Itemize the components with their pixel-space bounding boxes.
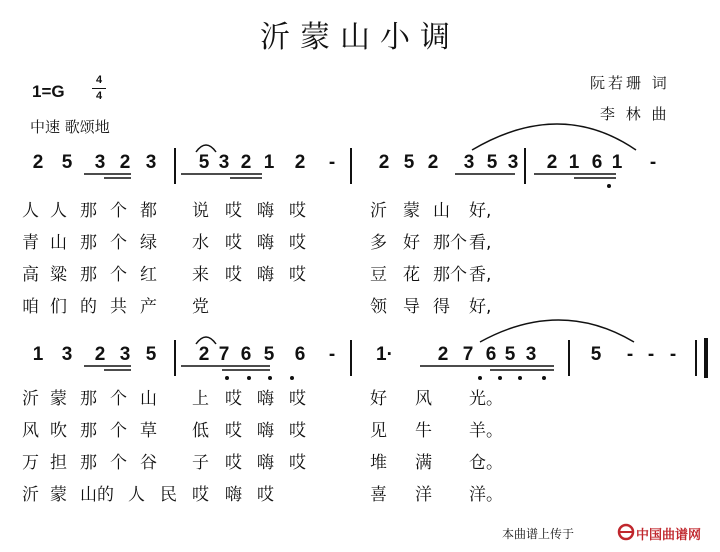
lyric-syllable: 见 (370, 421, 387, 441)
lyric-syllable: 个 (110, 233, 127, 253)
note: 3 (525, 344, 537, 365)
note: 1· (376, 344, 393, 365)
note: 3 (463, 152, 475, 173)
note: 7 (462, 344, 474, 365)
lyric-syllable: 人 (50, 201, 67, 221)
octave-dot (247, 376, 251, 380)
lyric-syllable: 山 (140, 389, 157, 409)
lyric-syllable: 好 (403, 233, 420, 253)
lyric-syllable: 那 (80, 421, 97, 441)
octave-dot (498, 376, 502, 380)
lyric-syllable: 哎 (225, 421, 242, 441)
lyric-syllable: 花 (403, 265, 420, 285)
lyric-syllable: 那 (80, 453, 97, 473)
note: 5 (198, 152, 210, 173)
note: 5 (61, 152, 73, 173)
lyric-syllable: 个 (110, 201, 127, 221)
lyric-syllable: 多 (370, 233, 387, 253)
lyric-syllable: 风 (415, 389, 432, 409)
lyric-syllable: 咱 (22, 297, 39, 317)
lyric-syllable: 个 (110, 389, 127, 409)
lyric-syllable: 哎 (289, 421, 306, 441)
lyric-syllable: 哎 (225, 201, 242, 221)
note: 2 (94, 344, 106, 365)
lyric-syllable: 们 (50, 297, 67, 317)
note: 5 (590, 344, 602, 365)
lyric-syllable: 嗨 (257, 201, 274, 221)
octave-dot (225, 376, 229, 380)
key-signature: 1=G (32, 82, 65, 101)
octave-dot (607, 184, 611, 188)
lyric-syllable: 洋 (415, 485, 432, 505)
lyric-syllable: 红 (140, 265, 157, 285)
time-signature-bottom: 4 (95, 90, 103, 102)
lyric-syllable: 好, (469, 201, 492, 221)
lyric-syllable: 低 (192, 421, 209, 441)
lyric-syllable: 蒙 (50, 485, 67, 505)
note: 6 (294, 344, 306, 365)
time-signature-top: 4 (95, 74, 103, 86)
dash: - (669, 344, 677, 365)
lyric-syllable: 那 (80, 265, 97, 285)
dash: - (649, 152, 657, 173)
lyric-syllable: 产 (140, 297, 157, 317)
lyric-syllable: 看, (469, 233, 492, 253)
lyric-syllable: 沂 (22, 485, 39, 505)
note: 2 (437, 344, 449, 365)
lyric-syllable: 那个 (433, 265, 467, 285)
lyric-syllable: 好, (469, 297, 492, 317)
lyric-syllable: 哎 (289, 389, 306, 409)
note: 5 (403, 152, 415, 173)
note: 6 (485, 344, 497, 365)
lyric-syllable: 光。 (469, 389, 503, 409)
tempo-marking: 中速 歌颂地 (30, 118, 110, 136)
lyric-syllable: 那 (80, 233, 97, 253)
lyric-syllable: 哎 (225, 453, 242, 473)
note: 2 (198, 344, 210, 365)
lyric-syllable: 哎 (225, 233, 242, 253)
lyric-syllable: 牛 (415, 421, 432, 441)
lyric-syllable: 导 (403, 297, 420, 317)
lyric-syllable: 山 (50, 233, 67, 253)
note: 5 (263, 344, 275, 365)
lyric-syllable: 哎 (257, 485, 274, 505)
lyric-syllable: 洋。 (469, 485, 503, 505)
lyric-syllable: 吹 (50, 421, 67, 441)
lyric-syllable: 高 (22, 265, 39, 285)
note: 6 (591, 152, 603, 173)
lyric-syllable: 羊。 (469, 421, 503, 441)
lyric-syllable: 嗨 (257, 233, 274, 253)
lyric-syllable: 堆 (370, 453, 387, 473)
lyric-syllable: 来 (192, 265, 209, 285)
note: 1 (263, 152, 275, 173)
lyric-syllable: 风 (22, 421, 39, 441)
lyric-syllable: 共 (110, 297, 127, 317)
lyric-syllable: 哎 (225, 265, 242, 285)
lyric-syllable: 个 (110, 265, 127, 285)
note: 7 (218, 344, 230, 365)
lyric-syllable: 领 (370, 297, 387, 317)
note: 1 (611, 152, 623, 173)
note: 3 (218, 152, 230, 173)
note: 3 (145, 152, 157, 173)
note: 3 (119, 344, 131, 365)
dash: - (328, 152, 336, 173)
site-logo-text: 中国曲谱网 (636, 528, 702, 543)
note: 2 (32, 152, 44, 173)
lyric-syllable: 那 (80, 201, 97, 221)
lyric-syllable: 满 (415, 453, 432, 473)
lyric-syllable: 蒙 (50, 389, 67, 409)
lyric-syllable: 那个 (433, 233, 467, 253)
note: 2 (119, 152, 131, 173)
slur (196, 145, 216, 152)
note: 5 (145, 344, 157, 365)
octave-dot (518, 376, 522, 380)
lyric-syllable: 豆 (370, 265, 387, 285)
lyric-syllable: 那 (80, 389, 97, 409)
lyric-syllable: 嗨 (257, 265, 274, 285)
note: 1 (568, 152, 580, 173)
slur (480, 320, 634, 342)
lyric-syllable: 嗨 (257, 421, 274, 441)
note: 5 (504, 344, 516, 365)
note: 6 (240, 344, 252, 365)
note: 3 (94, 152, 106, 173)
lyric-syllable: 嗨 (225, 485, 242, 505)
lyric-syllable: 子 (192, 453, 209, 473)
lyric-syllable: 个 (110, 421, 127, 441)
note: 2 (294, 152, 306, 173)
lyric-syllable: 哎 (225, 389, 242, 409)
lyric-syllable: 担 (50, 453, 67, 473)
dash: - (328, 344, 336, 365)
lyric-syllable: 民 (160, 485, 177, 505)
octave-dot (290, 376, 294, 380)
lyric-syllable: 沂 (370, 201, 387, 221)
note: 3 (507, 152, 519, 173)
lyric-syllable: 人 (128, 485, 145, 505)
lyric-syllable: 哎 (289, 233, 306, 253)
lyric-syllable: 谷 (140, 453, 157, 473)
slur (472, 124, 636, 150)
note: 5 (486, 152, 498, 173)
lyric-syllable: 嗨 (257, 453, 274, 473)
lyric-syllable: 哎 (289, 265, 306, 285)
lyric-syllable: 香, (469, 265, 492, 285)
site-logo-icon (619, 525, 633, 539)
lyric-syllable: 得 (433, 297, 450, 317)
octave-dot (542, 376, 546, 380)
lyric-syllable: 都 (140, 201, 157, 221)
lyric-syllable: 粱 (50, 265, 67, 285)
lyric-syllable: 上 (192, 389, 209, 409)
lyric-syllable: 青 (22, 233, 39, 253)
dash: - (647, 344, 655, 365)
lyric-syllable: 哎 (289, 201, 306, 221)
lyric-syllable: 个 (110, 453, 127, 473)
note: 2 (427, 152, 439, 173)
lyric-syllable: 哎 (289, 453, 306, 473)
note: 1 (32, 344, 44, 365)
lyric-syllable: 山 (433, 201, 450, 221)
lyric-syllable: 绿 (140, 233, 157, 253)
note: 2 (378, 152, 390, 173)
octave-dot (268, 376, 272, 380)
lyric-syllable: 人 (22, 201, 39, 221)
lyric-syllable: 蒙 (403, 201, 420, 221)
lyric-syllable: 嗨 (257, 389, 274, 409)
slur (196, 337, 216, 344)
lyric-syllable: 山的 (80, 485, 114, 505)
lyric-syllable: 水 (192, 233, 209, 253)
note: 3 (61, 344, 73, 365)
lyric-syllable: 的 (80, 297, 97, 317)
octave-dot (478, 376, 482, 380)
dash: - (626, 344, 634, 365)
note: 2 (240, 152, 252, 173)
note: 2 (546, 152, 558, 173)
lyric-syllable: 沂 (22, 389, 39, 409)
lyric-syllable: 党 (192, 297, 209, 317)
lyric-syllable: 哎 (192, 485, 209, 505)
lyric-syllable: 草 (140, 421, 157, 441)
lyric-syllable: 万 (22, 453, 39, 473)
lyric-syllable: 喜 (370, 485, 387, 505)
lyric-syllable: 仓。 (469, 453, 503, 473)
song-title: 沂蒙山小调 (260, 20, 460, 55)
lyricist-credit: 阮若珊 词 (590, 74, 670, 92)
composer-credit: 李 林 曲 (600, 105, 670, 123)
lyric-syllable: 说 (192, 201, 209, 221)
lyric-syllable: 好 (370, 389, 387, 409)
upload-note: 本曲谱上传于 (502, 527, 575, 541)
